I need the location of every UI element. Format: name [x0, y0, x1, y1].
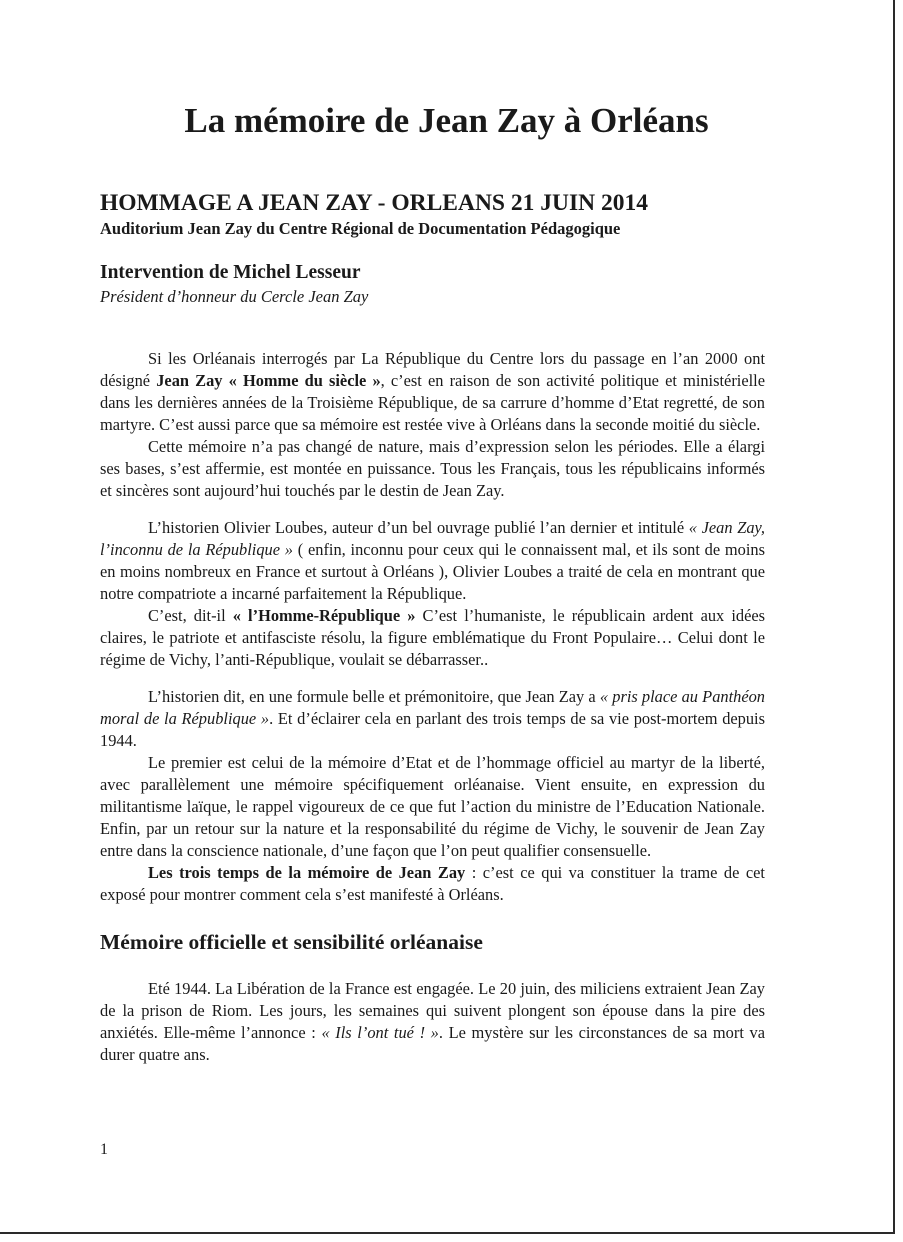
section-heading: Mémoire officielle et sensibilité orléanaise [100, 930, 483, 954]
book-title: « Jean Zay, l’inconnu de la République » [100, 518, 765, 559]
paragraph-6: Le premier est celui de la mémoire d’Etat et de l’hommage officiel au martyr de la liberté, avec parallèlement une mémoire spécifiquement orléanaise. Vient ensuite, en expression du militantisme laïque, le rappel vigoureux de ce que fut l’action du ministre de l’Education Nationale. Enfin, par un retour sur la nature et la responsabilité du régime de Vichy, le souvenir de Jean Zay entre dans la conscience nationale, d’une façon que l’on peut qualifier consensuelle. [100, 753, 765, 860]
emphasis-homme-republique: « l’Homme-République » [232, 606, 416, 625]
paragraph-8: Eté 1944. La Libération de la France est engagée. Le 20 juin, des miliciens extraient Jean Zay de la prison de Riom. Les jours, les semaines qui suivent plongent son épouse dans la pire des anxiétés. Elle-même l’annonce : « Ils l’ont tué ! ». Le mystère sur les circonstances de sa mort va durer quatre ans. [100, 979, 765, 1064]
paragraph-5: L’historien dit, en une formule belle et prémonitoire, que Jean Zay a « pris place au Panthéon moral de la République ». Et d’éclairer cela en parlant des trois temps de sa vie post-mortem depuis 1944. [100, 687, 765, 750]
quote-pantheon: « pris place au Panthéon moral de la République » [100, 687, 765, 728]
paragraph-3: L’historien Olivier Loubes, auteur d’un bel ouvrage publié l’an dernier et intitulé « Jean Zay, l’inconnu de la République » ( enfin, inconnu pour ceux qui le connaissent mal, et ils sont de moins en moins nombreux en France et surtout à Orléans ), Olivier Loubes a traité de cela en montrant que notre compatriote a incarné parfaitement la République. [100, 518, 765, 603]
page-number: 1 [100, 1141, 108, 1158]
event-heading: HOMMAGE A JEAN ZAY - ORLEANS 21 JUIN 2014 [100, 190, 648, 216]
emphasis-homme-du-siecle: Jean Zay « Homme du siècle » [156, 371, 381, 390]
paragraph-7: Les trois temps de la mémoire de Jean Zay : c’est ce qui va constituer la trame de cet exposé pour montrer comment cela s’est manifesté à Orléans. [100, 863, 765, 904]
emphasis-trois-temps: Les trois temps de la mémoire de Jean Zay [148, 863, 466, 882]
venue-line: Auditorium Jean Zay du Centre Régional de Documentation Pédagogique [100, 219, 621, 238]
paragraph-1: Si les Orléanais interrogés par La République du Centre lors du passage en l’an 2000 ont désigné Jean Zay « Homme du siècle », c’est en raison de son activité politique et ministérielle dans les dernières années de la Troisième République, de sa carrure d’homme d’Etat regretté, de son martyre. C’est aussi parce que sa mémoire est restée vive à Orléans dans la seconde moitié du siècle. [100, 349, 765, 434]
document-body [100, 348, 765, 1066]
paragraph-4: C’est, dit-il « l’Homme-République » C’est l’humaniste, le républicain ardent aux idées claires, le patriote et antifasciste résolu, la figure emblématique du Front Populaire… Celui dont le régime de Vichy, l’anti-République, voulait se débarrasser.. [100, 606, 766, 669]
speaker-heading: Intervention de Michel Lesseur [100, 262, 361, 283]
document-title: La mémoire de Jean Zay à Orléans [184, 101, 709, 140]
speaker-role: Président d’honneur du Cercle Jean Zay [100, 287, 369, 306]
paragraph-2: Cette mémoire n’a pas changé de nature, mais d’expression selon les périodes. Elle a élargi ses bases, s’est affermie, est montée en puissance. Tous les Français, tous les républicains informés et sincères sont aujourd’hui touchés par le destin de Jean Zay. [100, 437, 765, 500]
quote-ils-l-ont-tue: « Ils l’ont tué ! » [321, 1023, 439, 1042]
